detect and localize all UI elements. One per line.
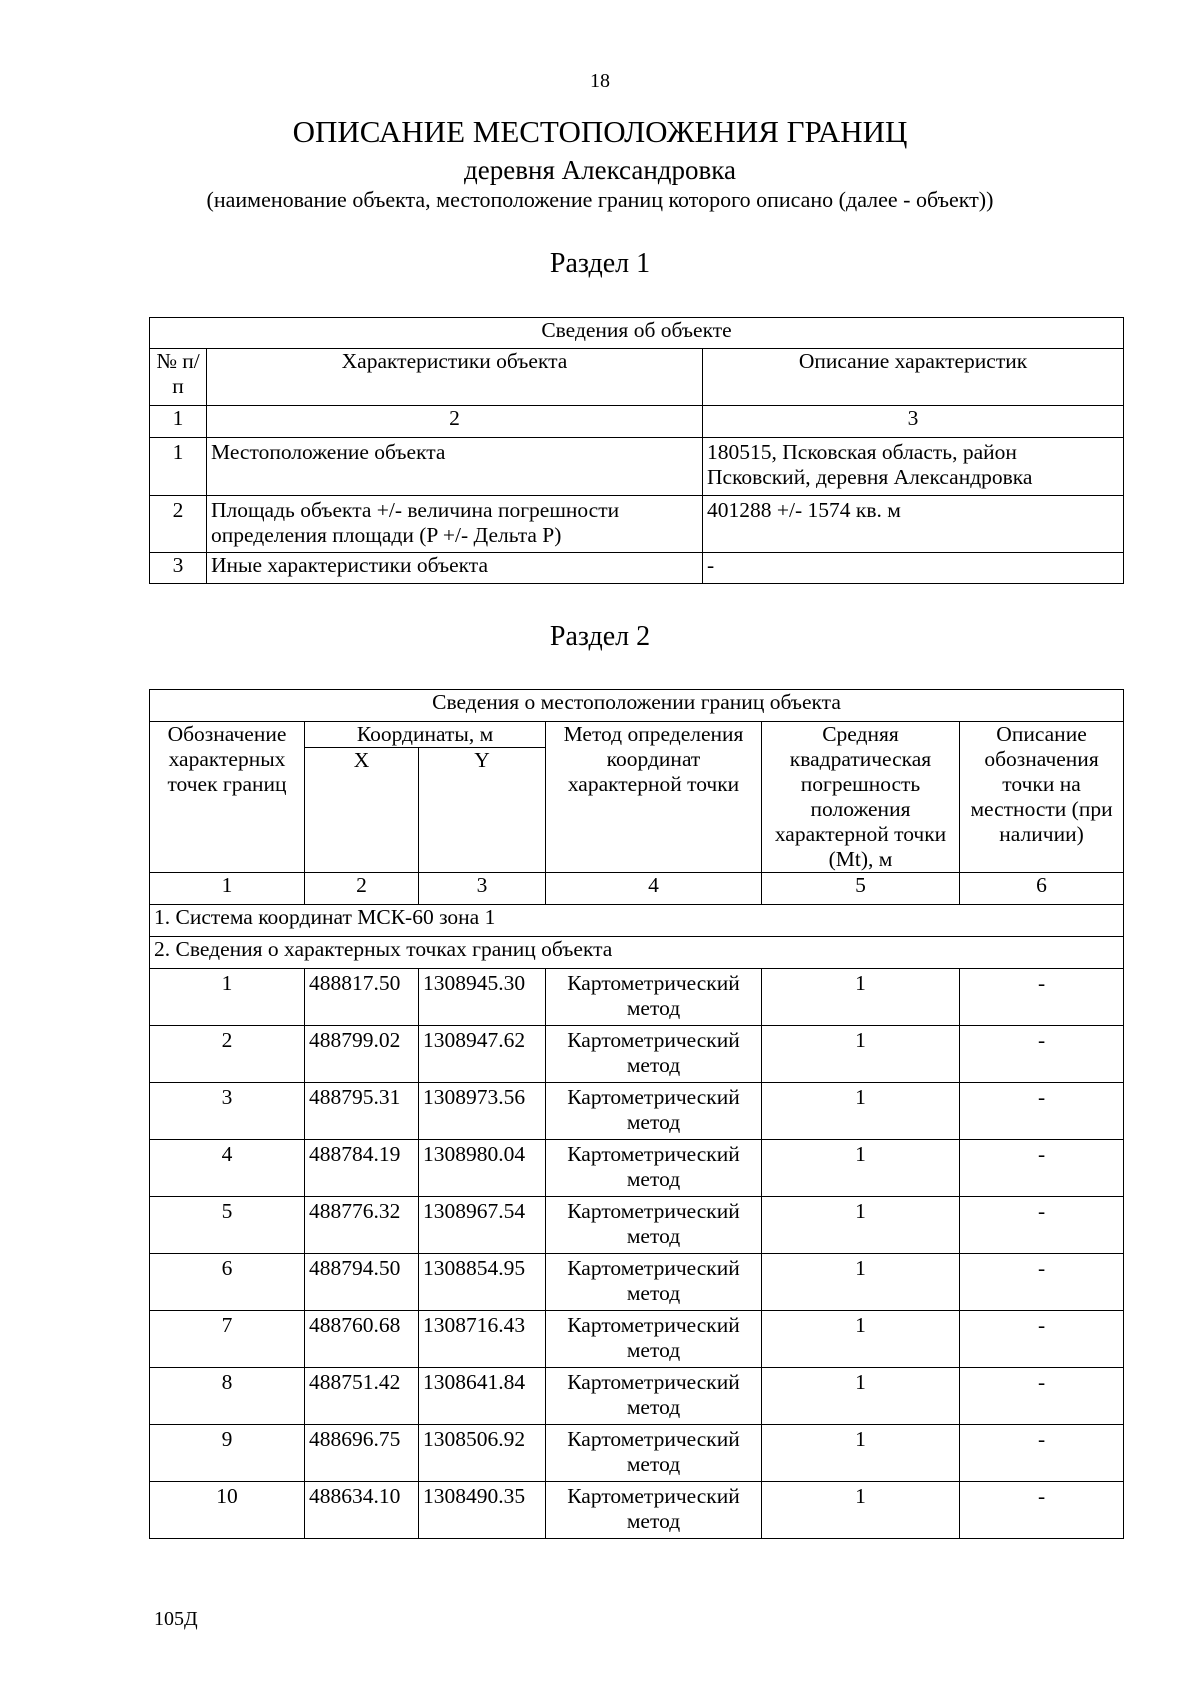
table-row <box>150 1026 1124 1083</box>
table-title: Сведения об объекте <box>150 318 1124 349</box>
column-number: 4 <box>546 873 762 905</box>
table-row <box>150 1140 1124 1197</box>
coord-x: 488799.02 <box>305 1026 419 1083</box>
coord-x: 488696.75 <box>305 1425 419 1482</box>
method-cell: Картометрический метод <box>546 1140 762 1197</box>
desc-cell: - <box>960 1197 1124 1254</box>
column-number: 6 <box>960 873 1124 905</box>
desc-cell: - <box>960 969 1124 1026</box>
row-number: 1 <box>150 438 207 496</box>
mt-cell: 1 <box>762 1482 960 1539</box>
point-number: 7 <box>150 1311 305 1368</box>
desc-cell: - <box>960 1425 1124 1482</box>
coord-y: 1308854.95 <box>419 1254 546 1311</box>
desc-cell: - <box>960 1026 1124 1083</box>
point-number: 8 <box>150 1368 305 1425</box>
method-cell: Картометрический метод <box>546 1482 762 1539</box>
table-row <box>150 1368 1124 1425</box>
desc-cell: - <box>960 1368 1124 1425</box>
mt-cell: 1 <box>762 969 960 1026</box>
column-header-method: Метод определения координат характерной точки <box>546 722 762 873</box>
table-row <box>150 1425 1124 1482</box>
mt-cell: 1 <box>762 1254 960 1311</box>
method-cell: Картометрический метод <box>546 969 762 1026</box>
method-cell: Картометрический метод <box>546 1425 762 1482</box>
point-number: 5 <box>150 1197 305 1254</box>
point-number: 9 <box>150 1425 305 1482</box>
column-number: 1 <box>150 873 305 905</box>
table-row <box>150 1311 1124 1368</box>
desc-cell: - <box>960 1083 1124 1140</box>
coord-y: 1308490.35 <box>419 1482 546 1539</box>
coord-y: 1308973.56 <box>419 1083 546 1140</box>
table-row <box>150 438 1124 496</box>
point-number: 4 <box>150 1140 305 1197</box>
document-title: ОПИСАНИЕ МЕСТОПОЛОЖЕНИЯ ГРАНИЦ <box>292 114 908 149</box>
coordinate-system-row: 1. Система координат МСК-60 зона 1 <box>150 905 1124 937</box>
desc-cell: - <box>960 1140 1124 1197</box>
point-number: 2 <box>150 1026 305 1083</box>
coord-x: 488794.50 <box>305 1254 419 1311</box>
column-header-characteristics: Характеристики объекта <box>207 349 703 406</box>
method-cell: Картометрический метод <box>546 1083 762 1140</box>
coord-y: 1308980.04 <box>419 1140 546 1197</box>
mt-cell: 1 <box>762 1425 960 1482</box>
column-number: 2 <box>305 873 419 905</box>
column-number: 3 <box>703 406 1124 438</box>
column-header-y: Y <box>419 748 546 873</box>
coord-y: 1308947.62 <box>419 1026 546 1083</box>
column-header-num: № п/п <box>150 349 207 406</box>
characteristic-name: Площадь объекта +/- величина погрешности определения площади (P +/- Дельта P) <box>207 496 703 553</box>
coord-y: 1308506.92 <box>419 1425 546 1482</box>
desc-cell: - <box>960 1311 1124 1368</box>
characteristic-name: Местоположение объекта <box>207 438 703 496</box>
column-header-x: X <box>305 748 419 873</box>
points-section-row: 2. Сведения о характерных точках границ объекта <box>150 937 1124 969</box>
method-cell: Картометрический метод <box>546 1368 762 1425</box>
mt-cell: 1 <box>762 1026 960 1083</box>
column-number: 1 <box>150 406 207 438</box>
mt-cell: 1 <box>762 1197 960 1254</box>
characteristic-value: - <box>703 553 1124 584</box>
point-number: 6 <box>150 1254 305 1311</box>
coord-x: 488634.10 <box>305 1482 419 1539</box>
coord-x: 488795.31 <box>305 1083 419 1140</box>
table-row <box>150 1197 1124 1254</box>
coord-y: 1308641.84 <box>419 1368 546 1425</box>
table-title: Сведения о местоположении границ объекта <box>150 690 1124 722</box>
column-number: 3 <box>419 873 546 905</box>
column-number: 5 <box>762 873 960 905</box>
characteristic-value: 401288 +/- 1574 кв. м <box>703 496 1124 553</box>
table-row <box>150 1083 1124 1140</box>
table-row <box>150 553 1124 584</box>
coord-x: 488751.42 <box>305 1368 419 1425</box>
method-cell: Картометрический метод <box>546 1197 762 1254</box>
desc-cell: - <box>960 1254 1124 1311</box>
coord-y: 1308945.30 <box>419 969 546 1026</box>
column-header-point: Обозначение характерных точек границ <box>150 722 305 873</box>
column-number: 2 <box>207 406 703 438</box>
coord-y: 1308967.54 <box>419 1197 546 1254</box>
method-cell: Картометрический метод <box>546 1026 762 1083</box>
coord-y: 1308716.43 <box>419 1311 546 1368</box>
point-number: 3 <box>150 1083 305 1140</box>
row-number: 2 <box>150 496 207 553</box>
row-number: 3 <box>150 553 207 584</box>
table-row <box>150 1482 1124 1539</box>
section2-heading: Раздел 2 <box>549 621 651 652</box>
mt-cell: 1 <box>762 1311 960 1368</box>
mt-cell: 1 <box>762 1368 960 1425</box>
object-info-table <box>149 317 1124 584</box>
page-number: 18 <box>590 70 610 92</box>
coord-x: 488760.68 <box>305 1311 419 1368</box>
section1-heading: Раздел 1 <box>549 248 651 279</box>
table-row <box>150 969 1124 1026</box>
table-row <box>150 496 1124 553</box>
boundary-points-table <box>149 689 1124 1539</box>
point-number: 10 <box>150 1482 305 1539</box>
column-header-desc: Описание обозначения точки на местности (при наличии) <box>960 722 1124 873</box>
coord-x: 488776.32 <box>305 1197 419 1254</box>
point-number: 1 <box>150 969 305 1026</box>
mt-cell: 1 <box>762 1083 960 1140</box>
coord-x: 488817.50 <box>305 969 419 1026</box>
column-header-description: Описание характеристик <box>703 349 1124 406</box>
method-cell: Картометрический метод <box>546 1254 762 1311</box>
characteristic-value: 180515, Псковская область, район Псковский, деревня Александровка <box>703 438 1124 496</box>
column-header-mt: Средняя квадратическая погрешность положения характерной точки (Mt), м <box>762 722 960 873</box>
object-note: (наименование объекта, местоположение границ которого описано (далее - объект)) <box>206 187 994 212</box>
desc-cell: - <box>960 1482 1124 1539</box>
method-cell: Картометрический метод <box>546 1311 762 1368</box>
coord-x: 488784.19 <box>305 1140 419 1197</box>
column-header-coords: Координаты, м <box>305 722 546 748</box>
table-row <box>150 1254 1124 1311</box>
mt-cell: 1 <box>762 1140 960 1197</box>
characteristic-name: Иные характеристики объекта <box>207 553 703 584</box>
object-name: деревня Александровка <box>464 155 736 185</box>
footer-code: 105Д <box>154 1608 198 1630</box>
